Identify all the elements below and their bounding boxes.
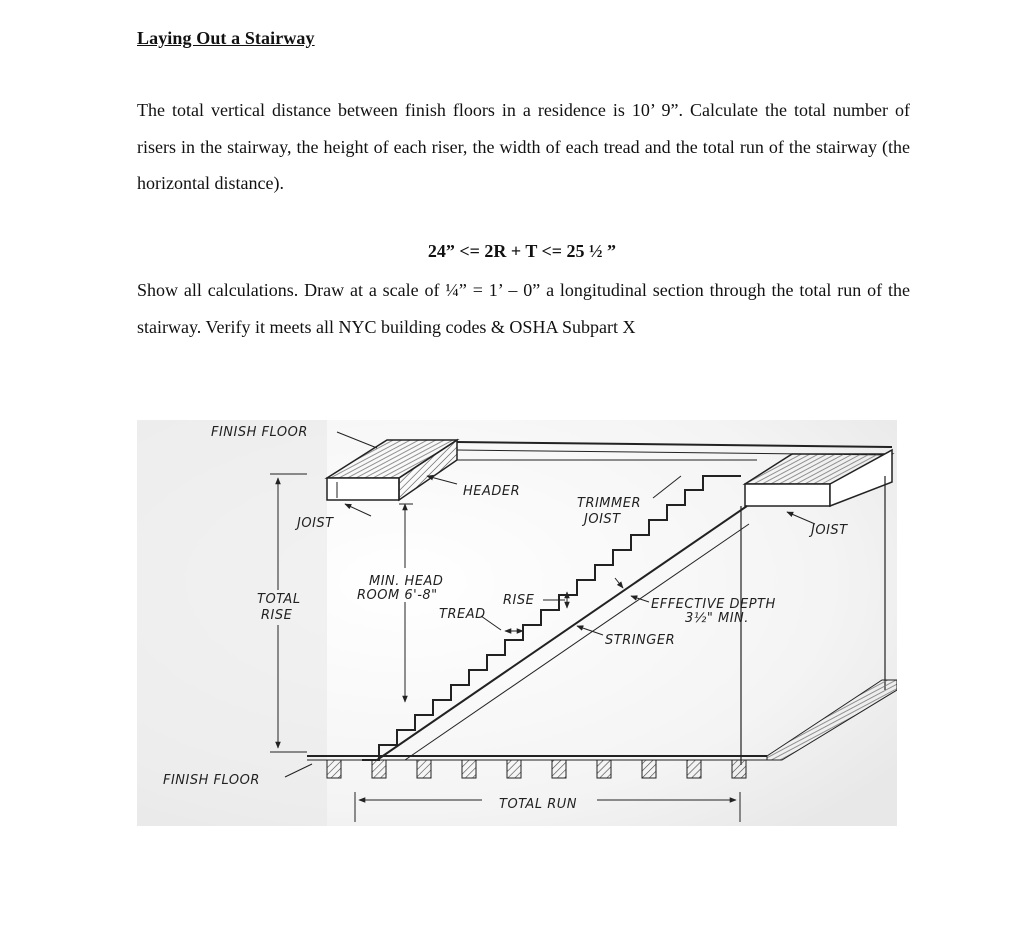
- finish-floor-bottom-label: FINISH FLOOR: [163, 773, 260, 788]
- total-run-label: TOTAL RUN: [499, 797, 577, 812]
- joist-right-label: JOIST: [811, 523, 848, 538]
- problem-statement: The total vertical distance between finish floors in a residence is 10’ 9”. Calculate the total number of risers in the stairway, the height of each riser, the width of each tread and the total run of the stairway (the horizontal distance).: [137, 100, 910, 193]
- stairway-diagram: [137, 420, 897, 826]
- stringer-label: STRINGER: [605, 633, 676, 648]
- instructions: Show all calculations. Draw at a scale of ¼” = 1’ – 0” a longitudinal section through the total run of the stairway. Verify it meets all NYC building codes & OSHA Subpart X: [137, 280, 910, 337]
- effective-depth-label-line2: 3½" MIN.: [685, 611, 749, 626]
- rise-label: RISE: [503, 593, 535, 608]
- finish-floor-top-label: FINISH FLOOR: [211, 425, 308, 440]
- total-rise-label-line1: TOTAL: [257, 592, 301, 607]
- stair-formula: 24” <= 2R + T <= 25 ½ ”: [427, 241, 617, 261]
- trimmer-joist-label-line1: TRIMMER: [577, 496, 641, 511]
- tread-label: TREAD: [439, 607, 486, 622]
- min-head-room-label-line2: ROOM 6'-8": [357, 588, 438, 603]
- total-rise-label-line2: RISE: [261, 608, 293, 623]
- min-head-room-label-line1: MIN. HEAD: [369, 574, 444, 589]
- header-label: HEADER: [463, 484, 521, 499]
- document-title: Laying Out a Stairway: [137, 28, 315, 48]
- trimmer-joist-label-line2: JOIST: [584, 512, 621, 527]
- effective-depth-label-line1: EFFECTIVE DEPTH: [651, 597, 776, 612]
- joist-left-label: JOIST: [297, 516, 334, 531]
